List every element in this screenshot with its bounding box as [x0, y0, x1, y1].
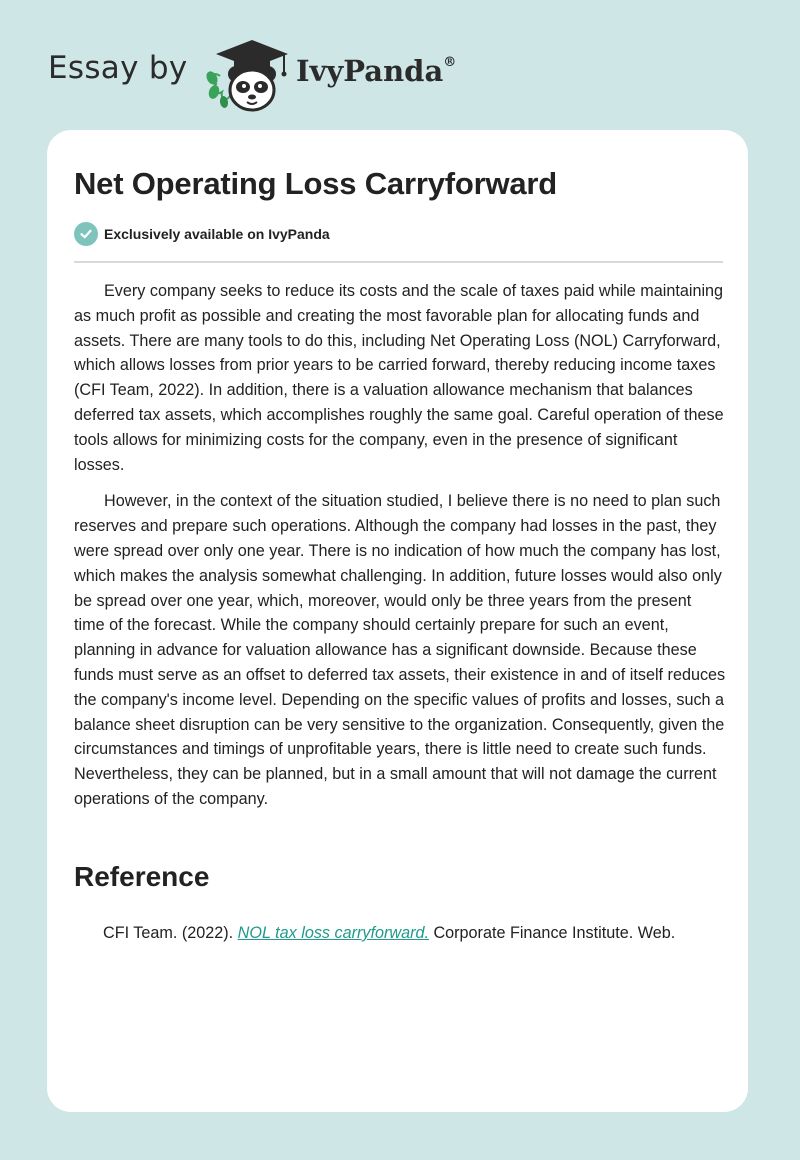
page-title: Net Operating Loss Carryforward	[74, 166, 558, 201]
reference-prefix: CFI Team. (2022).	[103, 924, 238, 942]
registered-mark: ®	[443, 55, 457, 71]
divider	[74, 261, 723, 263]
badge-label: Exclusively available on IvyPanda	[104, 226, 330, 242]
panda-graduate-logo-icon	[202, 36, 292, 114]
brand-header	[48, 36, 468, 116]
brand-name-text: IvyPanda	[296, 54, 444, 88]
paragraph-1: Every company seeks to reduce its costs and the scale of taxes paid while maintaining as much profit as possible and creating the most favorable plan for allocating funds and assets. There are many tools to do this, including Net Operating Loss (NOL) Carryforward, which allows losses from prior years to be carried forward, thereby reducing income taxes (CFI Team, 2022). In addition, there is a valuation allowance mechanism that balances deferred tax assets, which accomplishes roughly the same goal. Careful operation of these tools allows for minimizing costs for the company, even in the presence of significant losses.	[74, 282, 724, 474]
brand-prefix: Essay by	[48, 50, 188, 86]
exclusive-badge	[74, 221, 330, 247]
checkmark-icon	[74, 222, 98, 246]
essay-card	[47, 130, 748, 1112]
references-heading: Reference	[74, 861, 210, 892]
brand-name	[296, 54, 456, 88]
reference-entry	[103, 921, 675, 945]
paragraph-2: However, in the context of the situation studied, I believe there is no need to plan such reserves and prepare such operations. Although the company had losses in the past, they were spread over only one year. There is no indication of how much the company has lost, which makes the analysis somewhat challenging. In addition, future losses would also only be spread over one year, which, moreover, would only be three years from the present time of the forecast. While the company should certainly prepare for such an event, planning in advance for valuation allowance has a significant downside. Because these funds must serve as an offset to deferred tax assets, their existence in and of itself reduces the company's income level. Depending on the specific values of profits and losses, such a balance sheet disruption can be very sensitive to the organization. Consequently, given the circumstances and timings of unprofitable years, there is little need to create such funds. Nevertheless, they can be planned, but in a small amount that will not damage the current operations of the company.	[74, 492, 726, 808]
essay-body	[74, 279, 726, 824]
reference-suffix: Corporate Finance Institute. Web.	[428, 924, 676, 942]
reference-link[interactable]: NOL tax loss carryforward.	[237, 924, 429, 942]
